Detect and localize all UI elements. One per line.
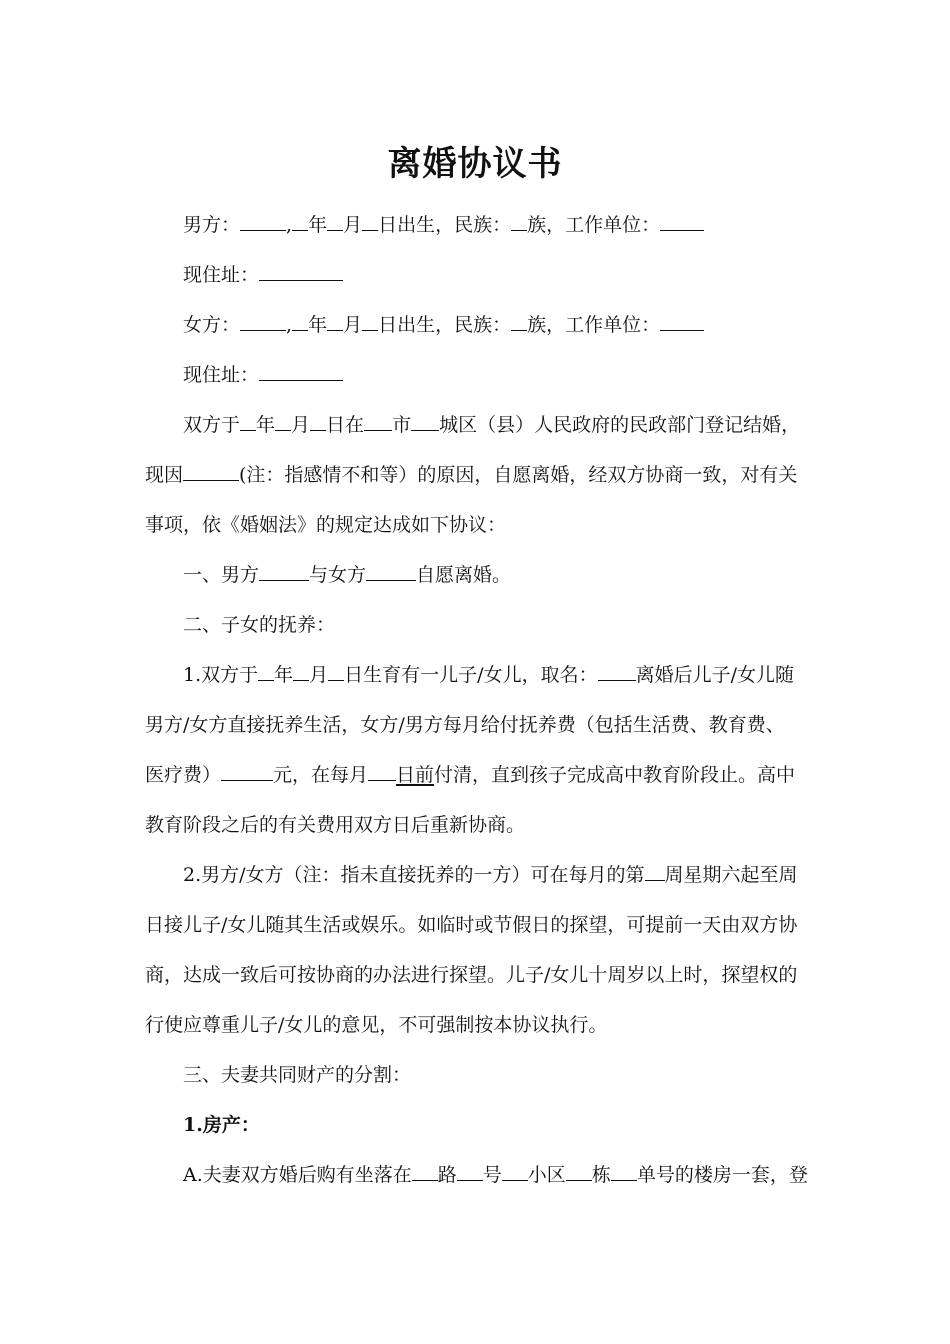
- clause-2-1-line-3: 医疗费） 元，在每月 日前付清，直到孩子完成高中教育阶段止。高中: [145, 760, 810, 790]
- intro-line-3: 事项，依《婚姻法》的规定达成如下协议：: [145, 514, 507, 536]
- blank: [259, 260, 343, 281]
- address-man-line: 现住址：: [183, 260, 848, 290]
- party-woman-line: 女方： , 年 月 日出生，民族： 族，工作单位：: [183, 310, 848, 340]
- clause-2-2-line-1: 2.男方/女方（注：指未直接抚养的一方）可在每月的第 周星期六起至周: [183, 860, 848, 890]
- intro-line-2: 现因 (注：指感情不和等）的原因，自愿离婚，经双方协商一致，对有关: [145, 460, 810, 490]
- clause-2-2-line-3: 商，达成一致后可按协商的办法进行探望。儿子/女儿十周岁以上时，探望权的: [145, 964, 798, 986]
- blank: [660, 310, 704, 331]
- blank: [362, 210, 378, 231]
- blank: [292, 210, 308, 231]
- blank: [240, 210, 286, 231]
- blank: [511, 210, 527, 231]
- blank: [259, 360, 343, 381]
- blank: [511, 310, 527, 331]
- house-title: 1.房产：: [183, 1114, 260, 1136]
- house-a-line-1: A.夫妻双方婚后购有坐落在 路 号 小区 栋 单号的楼房一套，登: [183, 1160, 848, 1190]
- blank: [292, 310, 308, 331]
- document-title: 离婚协议书: [387, 144, 563, 184]
- blank: [660, 210, 704, 231]
- address-woman-line: 现住址：: [183, 360, 848, 390]
- blank: [327, 310, 343, 331]
- party-man-line: 男方： , 年 月 日出生，民族： 族，工作单位：: [183, 210, 848, 240]
- clause-2-1-line-4: 教育阶段之后的有关费用双方日后重新协商。: [145, 814, 526, 836]
- clause-3-title: 三、夫妻共同财产的分割：: [183, 1064, 412, 1086]
- clause-2-2-line-4: 行使应尊重儿子/女儿的意见，不可强制按本协议执行。: [145, 1014, 608, 1036]
- intro-line-1: 双方于 年 月 日在 市 城区（县）人民政府的民政部门登记结婚，: [183, 410, 848, 440]
- clause-1: 一、男方 与女方 自愿离婚。: [183, 560, 848, 590]
- blank: [327, 210, 343, 231]
- clause-2-1-line-2: 男方/女方直接抚养生活，女方/男方每月给付抚养费（包括生活费、教育费、: [145, 714, 785, 736]
- clause-2-2-line-2: 日接儿子/女儿随其生活或娱乐。如临时或节假日的探望，可提前一天由双方协: [145, 914, 798, 936]
- blank: [240, 310, 286, 331]
- blank: [362, 310, 378, 331]
- clause-2-title: 二、子女的抚养：: [183, 614, 336, 636]
- clause-2-1-line-1: 1.双方于 年 月 日生育有一儿子/女儿，取名： 离婚后儿子/女儿随: [183, 660, 848, 690]
